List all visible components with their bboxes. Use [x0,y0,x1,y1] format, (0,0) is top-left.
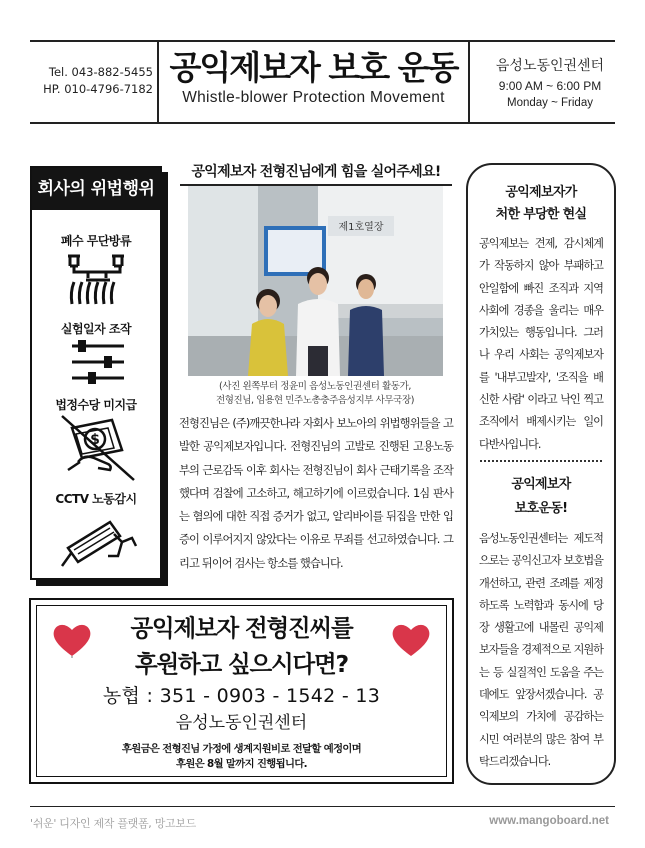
contact-info [28,64,153,98]
sidebar-divider [480,460,602,462]
sidebar-text-2: 음성노동인권센터는 제도적으로는 공익신고자 보호법을 개선하고, 관련 조례를 제정하도록 노력함과 동시에 당장 생활고에 내몰린 공익제보자들을 경제적으로 지원하는 등 실질적인 도움을 주는 데에도 앞장서겠습니다. 공익제보의 가치에 공감하는 시민 여러분의 많은 참여 부탁드리겠습니다. [479,532,603,768]
violation-label-unpaid: 법정수당 미지급 [55,398,137,412]
caption-line-1: (사진 왼쪽부터 정윤미 음성노동인권센터 활동가, [219,381,411,392]
violations-panel [30,166,162,580]
violation-label-lab-date: 실험일자 조작 [60,322,132,336]
hp-number: HP. 010-4796-7182 [43,82,153,96]
donation-note-line-1: 후원금은 전형진님 가정에 생계지원비로 전달할 예정이며 [121,743,362,755]
org-info [480,58,620,112]
sidebar-text-1: 공익제보는 견제, 감시체계가 작동하지 않아 부패하고 안일함에 빠진 조직과 지역사회에 경종을 울리는 매우 가치있는 행동입니다. 그러나 우리 사회는 공익제보자를 '내부고발자', '조직을 배신한 사람' 이라고 낙인 찍고 조직에서 배제시키는 일이 다반사입니다. [479,237,603,451]
cctv-camera-icon [60,508,138,570]
violation-label-wastewater: 폐수 무단방류 [60,234,132,248]
sidebar-heading-2-line-2: 보호운동! [514,501,568,516]
article-body: 전형진님은 (주)깨끗한나라 자회사 보노아의 위법행위들을 고발한 공익제보자입니다. 전형진님의 고발로 진행된 고용노동부의 근로감독 이후 회사는 전형진님이 회사 근태기록을 조작했다며 검찰에 고소하고, 해고하기에 이르렀습니다. 1심 판사는 혐의에 대한 직접 증거가 없고, 알리바이를 뒤집을 만한 입증이 이루어지지 않았다는 이유로 무죄를 선고하였습니다. 그리고 뒤이어 검사는 항소를 했습니다. [179,417,453,570]
sidebar-heading-2 [466,473,616,521]
office-hours: 9:00 AM ~ 6:00 PM [498,79,602,93]
photo-caption [186,380,444,408]
wastewater-discharge-icon [66,252,128,306]
footer-rule [30,806,615,807]
donation-note-line-2: 후원은 8월 말까지 진행됩니다. [176,758,307,770]
donation-account: 농협 : 351 - 0903 - 1542 - 13 [102,685,381,707]
violation-label-cctv: CCTV 노동감시 [55,492,137,506]
sidebar-heading-1-line-1: 공익제보자가 [505,185,577,200]
title-block [157,40,470,124]
donation-title-line-2: 후원하고 싶으시다면? [135,650,348,678]
violations-title: 회사의 위법행위 [32,168,160,210]
sliders-icon [70,340,126,384]
photo-illustration [188,186,443,376]
donation-account-holder: 음성노동인권센터 [175,713,308,733]
sidebar-heading-2-line-1: 공익제보자 [511,477,571,492]
photo-sign: 제1호열장 [338,222,384,233]
org-name: 음성노동인권센터 [495,58,605,74]
donation-note [0,742,483,772]
tel-number: Tel. 043-882-5455 [48,65,153,79]
caption-line-2: 전형진님, 임용현 민주노총충주음성지부 사무국장) [215,395,415,406]
donation-title-line-1: 공익제보자 전형진씨를 [130,614,353,642]
article-headline: 공익제보자 전형진님에게 힘을 실어주세요! [191,164,441,180]
article-photo [188,186,443,376]
no-money-icon [58,412,138,484]
footer-url[interactable]: www.mangoboard.net [489,815,609,827]
footer-credit: '쉬운' 디자인 제작 플랫폼, 망고보드 [30,817,196,830]
sidebar-heading-1 [466,182,616,226]
page-title: 공익제보자 보호 운동 [169,48,458,87]
sidebar-heading-1-line-2: 처한 부당한 현실 [495,207,587,222]
page-subtitle: Whistle-blower Protection Movement [182,89,445,106]
svg-text:$: $ [90,432,100,448]
office-days: Monday ~ Friday [507,97,593,109]
